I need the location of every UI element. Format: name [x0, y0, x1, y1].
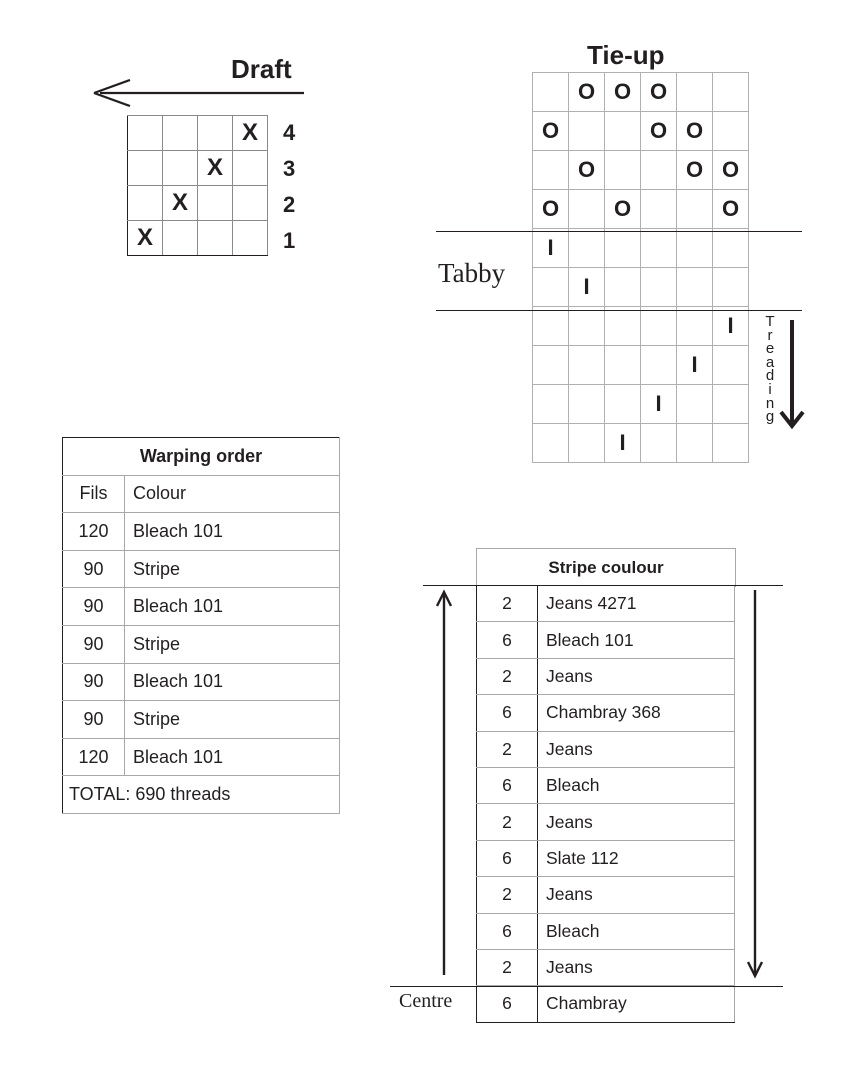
- treading-cell: [641, 346, 677, 385]
- treading-cell: [641, 424, 677, 463]
- treading-cell: [533, 424, 569, 463]
- draft-shaft-numbers: [283, 115, 295, 259]
- table-row: [63, 663, 340, 701]
- warping-order-table: [62, 437, 340, 814]
- draft-direction-arrow-icon: [92, 78, 306, 108]
- draft-row: [128, 186, 268, 221]
- stripe-colour-title: Stripe coulour: [476, 548, 736, 587]
- table-row: [477, 913, 735, 949]
- treading-cell: [641, 307, 677, 346]
- stripe-up-arrow-icon: [437, 592, 451, 975]
- tabby-cell: [605, 268, 641, 307]
- draft-cell: [128, 186, 163, 221]
- tabby-cell: [713, 229, 749, 268]
- warping-colour: Stripe: [125, 625, 340, 663]
- tieup-cell: [569, 190, 605, 229]
- tieup-cell: O: [569, 151, 605, 190]
- treading-row: [533, 424, 749, 463]
- draft-cell: X: [163, 186, 198, 221]
- table-row: [63, 701, 340, 739]
- warping-order-title: Warping order: [63, 438, 340, 476]
- treading-cell: [533, 307, 569, 346]
- draft-cell: [128, 116, 163, 151]
- treading-cell: [605, 385, 641, 424]
- draft-shaft-number: 2: [283, 192, 296, 217]
- stripe-colour: Bleach: [538, 913, 735, 949]
- draft-cell: [233, 151, 268, 186]
- tabby-cell: [533, 268, 569, 307]
- stripe-count: 2: [477, 804, 538, 840]
- treading-cell: [569, 424, 605, 463]
- tieup-cell: O: [677, 112, 713, 151]
- draft-row: [128, 151, 268, 186]
- warping-colour: Bleach 101: [125, 663, 340, 701]
- tieup-title: Tie-up: [587, 40, 665, 70]
- tieup-cell: [533, 151, 569, 190]
- tieup-row: [533, 151, 749, 190]
- draft-shaft-number: 1: [283, 228, 296, 253]
- warping-colour: Bleach 101: [125, 513, 340, 551]
- stripe-centre-colour: Chambray: [538, 986, 735, 1022]
- draft-cell: [163, 116, 198, 151]
- stripe-colour: Jeans 4271: [538, 586, 735, 622]
- stripe-count: 2: [477, 586, 538, 622]
- table-row: [477, 586, 735, 622]
- tabby-cell: [713, 268, 749, 307]
- tieup-cell: [605, 151, 641, 190]
- treading-cell: [677, 424, 713, 463]
- treading-cell: [605, 307, 641, 346]
- tabby-cell: [569, 229, 605, 268]
- draft-cell: X: [128, 221, 163, 256]
- tabby-cell: [641, 229, 677, 268]
- tabby-cell: [677, 268, 713, 307]
- table-row: [63, 588, 340, 626]
- draft-cell: [233, 221, 268, 256]
- tabby-row: [533, 268, 749, 307]
- treading-cell: [569, 385, 605, 424]
- stripe-colour: Chambray 368: [538, 695, 735, 731]
- draft-row: [128, 221, 268, 256]
- stripe-count: 2: [477, 658, 538, 694]
- stripe-count: 2: [477, 949, 538, 985]
- tabby-row: [533, 229, 749, 268]
- tieup-row: [533, 73, 749, 112]
- stripe-colour-table: [476, 586, 735, 1023]
- tieup-cell: [533, 73, 569, 112]
- tabby-bottom-divider: [436, 310, 802, 311]
- stripe-count: 2: [477, 731, 538, 767]
- stripe-colour: Jeans: [538, 731, 735, 767]
- tieup-row: [533, 112, 749, 151]
- table-row: [477, 658, 735, 694]
- stripe-colour: Bleach 101: [538, 622, 735, 658]
- stripe-count: 6: [477, 913, 538, 949]
- warping-fils: 120: [63, 513, 125, 551]
- table-row: [477, 840, 735, 876]
- treading-row: [533, 385, 749, 424]
- stripe-colour: Jeans: [538, 949, 735, 985]
- warping-header-fils: Fils: [63, 475, 125, 513]
- draft-title: Draft: [231, 54, 292, 84]
- table-row: [477, 695, 735, 731]
- treading-cell: I: [641, 385, 677, 424]
- treading-cell: [569, 307, 605, 346]
- stripe-centre-count: 6: [477, 986, 538, 1022]
- warping-total: TOTAL: 690 threads: [63, 776, 340, 814]
- treading-cell: [713, 424, 749, 463]
- tieup-row: [533, 190, 749, 229]
- draft-cell: [198, 116, 233, 151]
- treading-cell: I: [605, 424, 641, 463]
- table-row: [477, 767, 735, 803]
- warping-fils: 90: [63, 701, 125, 739]
- stripe-count: 6: [477, 622, 538, 658]
- tieup-cell: [713, 73, 749, 112]
- stripe-centre-row: [477, 986, 735, 1022]
- tieup-cell: O: [605, 73, 641, 112]
- table-row: [477, 804, 735, 840]
- treading-cell: [677, 385, 713, 424]
- tabby-cell: [677, 229, 713, 268]
- table-row: [63, 738, 340, 776]
- stripe-colour: Jeans: [538, 804, 735, 840]
- stripe-count: 6: [477, 840, 538, 876]
- warping-header-colour: Colour: [125, 475, 340, 513]
- tieup-cell: [713, 112, 749, 151]
- tieup-cell: O: [605, 190, 641, 229]
- tieup-cell: [641, 190, 677, 229]
- tabby-label: Tabby: [438, 258, 506, 288]
- tieup-cell: [605, 112, 641, 151]
- tieup-grid: [532, 72, 749, 463]
- table-row: [63, 513, 340, 551]
- draft-cell: X: [233, 116, 268, 151]
- treading-row: [533, 346, 749, 385]
- centre-label: Centre: [399, 990, 453, 1012]
- warping-fils: 90: [63, 663, 125, 701]
- draft-cell: [198, 221, 233, 256]
- treading-row: [533, 307, 749, 346]
- treading-cell: [533, 346, 569, 385]
- warping-colour: Stripe: [125, 550, 340, 588]
- tieup-cell: O: [533, 190, 569, 229]
- treading-direction-arrow-icon: [778, 318, 806, 430]
- draft-cell: [163, 151, 198, 186]
- warping-fils: 90: [63, 588, 125, 626]
- warping-colour: Bleach 101: [125, 588, 340, 626]
- treading-cell: [533, 385, 569, 424]
- tieup-cell: [641, 151, 677, 190]
- tieup-cell: [677, 190, 713, 229]
- draft-shaft-number: 4: [283, 120, 296, 145]
- warping-colour: Bleach 101: [125, 738, 340, 776]
- draft-row: [128, 116, 268, 151]
- table-row: [477, 731, 735, 767]
- draft-cell: X: [198, 151, 233, 186]
- table-row: [63, 550, 340, 588]
- tieup-cell: [569, 112, 605, 151]
- treading-cell: I: [677, 346, 713, 385]
- draft-cell: [128, 151, 163, 186]
- warping-colour: Stripe: [125, 701, 340, 739]
- tieup-cell: O: [713, 151, 749, 190]
- draft-cell: [163, 221, 198, 256]
- warping-fils: 90: [63, 625, 125, 663]
- treading-cell: [605, 346, 641, 385]
- tieup-cell: O: [641, 112, 677, 151]
- draft-cell: [233, 186, 268, 221]
- table-row: [477, 949, 735, 985]
- stripe-colour: Jeans: [538, 877, 735, 913]
- stripe-colour: Bleach: [538, 767, 735, 803]
- tieup-cell: O: [569, 73, 605, 112]
- tabby-top-divider: [436, 231, 802, 232]
- treading-cell: [569, 346, 605, 385]
- tabby-cell: [641, 268, 677, 307]
- tabby-cell: I: [533, 229, 569, 268]
- warping-fils: 90: [63, 550, 125, 588]
- stripe-down-arrow-icon: [748, 590, 762, 976]
- tabby-cell: [605, 229, 641, 268]
- treading-cell: [677, 307, 713, 346]
- stripe-colour: Jeans: [538, 658, 735, 694]
- tieup-cell: O: [533, 112, 569, 151]
- table-row: [63, 625, 340, 663]
- centre-divider: [390, 986, 783, 987]
- treading-cell: [713, 385, 749, 424]
- treading-cell: I: [713, 307, 749, 346]
- stripe-count: 2: [477, 877, 538, 913]
- draft-cell: [198, 186, 233, 221]
- tieup-cell: O: [641, 73, 677, 112]
- table-row: [477, 622, 735, 658]
- tieup-cell: O: [713, 190, 749, 229]
- treading-cell: [713, 346, 749, 385]
- tieup-cell: O: [677, 151, 713, 190]
- table-row: [477, 877, 735, 913]
- tieup-cell: [677, 73, 713, 112]
- stripe-count: 6: [477, 767, 538, 803]
- warping-fils: 120: [63, 738, 125, 776]
- stripe-count: 6: [477, 695, 538, 731]
- draft-shaft-number: 3: [283, 156, 296, 181]
- tabby-cell: I: [569, 268, 605, 307]
- draft-grid: [127, 115, 268, 256]
- treading-label: T r e a d i n g: [765, 313, 775, 426]
- stripe-colour: Slate 112: [538, 840, 735, 876]
